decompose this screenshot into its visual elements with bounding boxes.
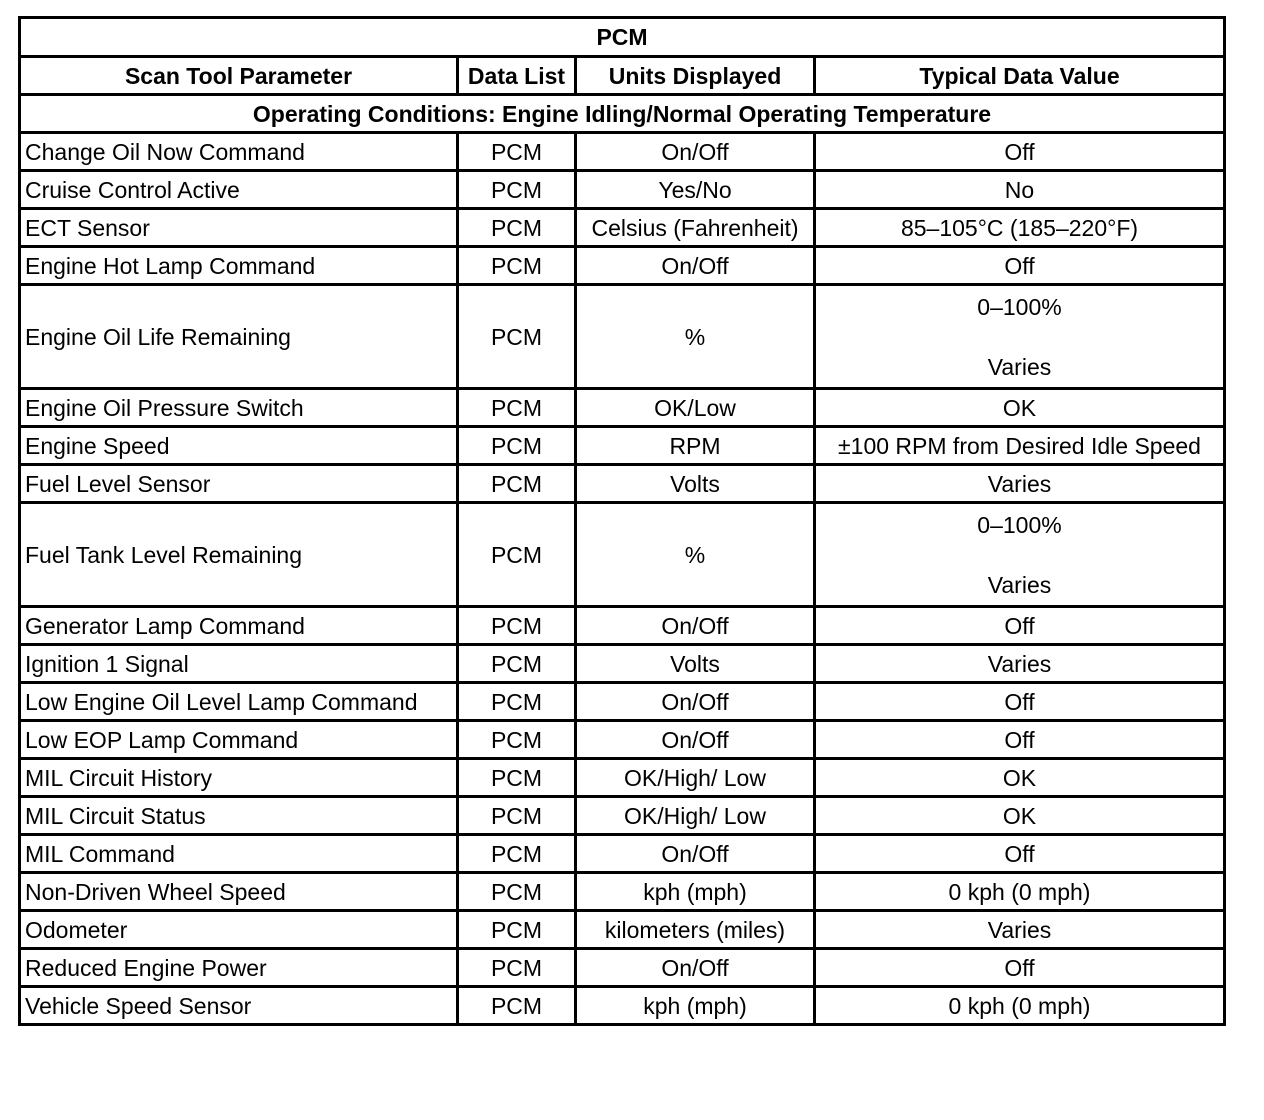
cell-typical-value: Off <box>815 721 1225 759</box>
table-row <box>20 247 1225 285</box>
cell-typical-value: OK <box>815 759 1225 797</box>
cell-parameter: Engine Oil Life Remaining <box>20 285 458 389</box>
typical-value-stack <box>820 512 1219 598</box>
cell-parameter: Cruise Control Active <box>20 171 458 209</box>
cell-data-list: PCM <box>458 949 576 987</box>
cell-parameter: MIL Command <box>20 835 458 873</box>
cell-data-list: PCM <box>458 721 576 759</box>
cell-units: kph (mph) <box>576 987 815 1025</box>
cell-parameter: MIL Circuit Status <box>20 797 458 835</box>
cell-typical-value <box>815 503 1225 607</box>
table-row <box>20 721 1225 759</box>
cell-units: Celsius (Fahrenheit) <box>576 209 815 247</box>
table-row <box>20 427 1225 465</box>
cell-data-list: PCM <box>458 171 576 209</box>
header-data-list: Data List <box>458 57 576 95</box>
table-body <box>20 133 1225 1025</box>
header-typical-data-value: Typical Data Value <box>815 57 1225 95</box>
operating-conditions-row <box>20 95 1225 133</box>
cell-typical-value: Off <box>815 835 1225 873</box>
cell-typical-value: Varies <box>815 911 1225 949</box>
table-row <box>20 949 1225 987</box>
cell-units: % <box>576 503 815 607</box>
cell-typical-value: Off <box>815 133 1225 171</box>
table-row <box>20 797 1225 835</box>
cell-parameter: Generator Lamp Command <box>20 607 458 645</box>
cell-parameter: Engine Speed <box>20 427 458 465</box>
table-row <box>20 209 1225 247</box>
cell-data-list: PCM <box>458 645 576 683</box>
cell-data-list: PCM <box>458 873 576 911</box>
cell-units: OK/High/ Low <box>576 759 815 797</box>
cell-data-list: PCM <box>458 503 576 607</box>
cell-parameter: Low Engine Oil Level Lamp Command <box>20 683 458 721</box>
cell-data-list: PCM <box>458 285 576 389</box>
table-title-row <box>20 18 1225 57</box>
table-row <box>20 835 1225 873</box>
cell-units: Volts <box>576 645 815 683</box>
cell-typical-value: Varies <box>815 645 1225 683</box>
table-row <box>20 645 1225 683</box>
cell-parameter: Ignition 1 Signal <box>20 645 458 683</box>
cell-units: OK/High/ Low <box>576 797 815 835</box>
cell-parameter: Odometer <box>20 911 458 949</box>
table-row <box>20 133 1225 171</box>
cell-data-list: PCM <box>458 209 576 247</box>
cell-typical-value: Off <box>815 949 1225 987</box>
table-header-row <box>20 57 1225 95</box>
cell-typical-value: Varies <box>815 465 1225 503</box>
table-row <box>20 465 1225 503</box>
cell-parameter: Fuel Tank Level Remaining <box>20 503 458 607</box>
cell-units: kilometers (miles) <box>576 911 815 949</box>
cell-data-list: PCM <box>458 911 576 949</box>
table-row <box>20 911 1225 949</box>
cell-parameter: Non-Driven Wheel Speed <box>20 873 458 911</box>
cell-data-list: PCM <box>458 389 576 427</box>
table-row <box>20 389 1225 427</box>
cell-units: On/Off <box>576 607 815 645</box>
cell-units: kph (mph) <box>576 873 815 911</box>
typical-range: 0–100% <box>977 293 1062 320</box>
cell-units: OK/Low <box>576 389 815 427</box>
cell-parameter: ECT Sensor <box>20 209 458 247</box>
cell-data-list: PCM <box>458 797 576 835</box>
cell-data-list: PCM <box>458 759 576 797</box>
cell-units: % <box>576 285 815 389</box>
cell-data-list: PCM <box>458 835 576 873</box>
cell-parameter: Change Oil Now Command <box>20 133 458 171</box>
pcm-data-table <box>18 16 1226 1026</box>
cell-typical-value: ±100 RPM from Desired Idle Speed <box>815 427 1225 465</box>
cell-typical-value: Off <box>815 683 1225 721</box>
cell-data-list: PCM <box>458 987 576 1025</box>
table-row <box>20 683 1225 721</box>
cell-typical-value: OK <box>815 797 1225 835</box>
table-title: PCM <box>20 18 1225 57</box>
cell-data-list: PCM <box>458 607 576 645</box>
table-row <box>20 607 1225 645</box>
cell-data-list: PCM <box>458 427 576 465</box>
cell-units: On/Off <box>576 721 815 759</box>
table-row <box>20 873 1225 911</box>
cell-units: On/Off <box>576 247 815 285</box>
cell-parameter: Engine Oil Pressure Switch <box>20 389 458 427</box>
cell-typical-value <box>815 285 1225 389</box>
cell-typical-value: No <box>815 171 1225 209</box>
cell-parameter: Low EOP Lamp Command <box>20 721 458 759</box>
table-row <box>20 503 1225 607</box>
typical-note: Varies <box>987 571 1052 598</box>
cell-units: On/Off <box>576 683 815 721</box>
typical-range: 0–100% <box>977 511 1062 538</box>
cell-data-list: PCM <box>458 133 576 171</box>
cell-units: On/Off <box>576 949 815 987</box>
cell-typical-value: 0 kph (0 mph) <box>815 873 1225 911</box>
cell-typical-value: 85–105°C (185–220°F) <box>815 209 1225 247</box>
table-row <box>20 759 1225 797</box>
cell-units: Volts <box>576 465 815 503</box>
typical-value-stack <box>820 294 1219 380</box>
cell-data-list: PCM <box>458 683 576 721</box>
typical-note: Varies <box>987 353 1052 380</box>
table-row <box>20 987 1225 1025</box>
cell-parameter: Reduced Engine Power <box>20 949 458 987</box>
table-row <box>20 171 1225 209</box>
cell-units: RPM <box>576 427 815 465</box>
header-units-displayed: Units Displayed <box>576 57 815 95</box>
cell-typical-value: 0 kph (0 mph) <box>815 987 1225 1025</box>
cell-units: On/Off <box>576 133 815 171</box>
cell-data-list: PCM <box>458 465 576 503</box>
cell-parameter: MIL Circuit History <box>20 759 458 797</box>
cell-units: On/Off <box>576 835 815 873</box>
header-scan-tool-parameter: Scan Tool Parameter <box>20 57 458 95</box>
cell-typical-value: Off <box>815 247 1225 285</box>
operating-conditions: Operating Conditions: Engine Idling/Normal Operating Temperature <box>20 95 1225 133</box>
cell-parameter: Fuel Level Sensor <box>20 465 458 503</box>
table-row <box>20 285 1225 389</box>
cell-parameter: Engine Hot Lamp Command <box>20 247 458 285</box>
cell-data-list: PCM <box>458 247 576 285</box>
cell-units: Yes/No <box>576 171 815 209</box>
cell-typical-value: Off <box>815 607 1225 645</box>
cell-parameter: Vehicle Speed Sensor <box>20 987 458 1025</box>
cell-typical-value: OK <box>815 389 1225 427</box>
